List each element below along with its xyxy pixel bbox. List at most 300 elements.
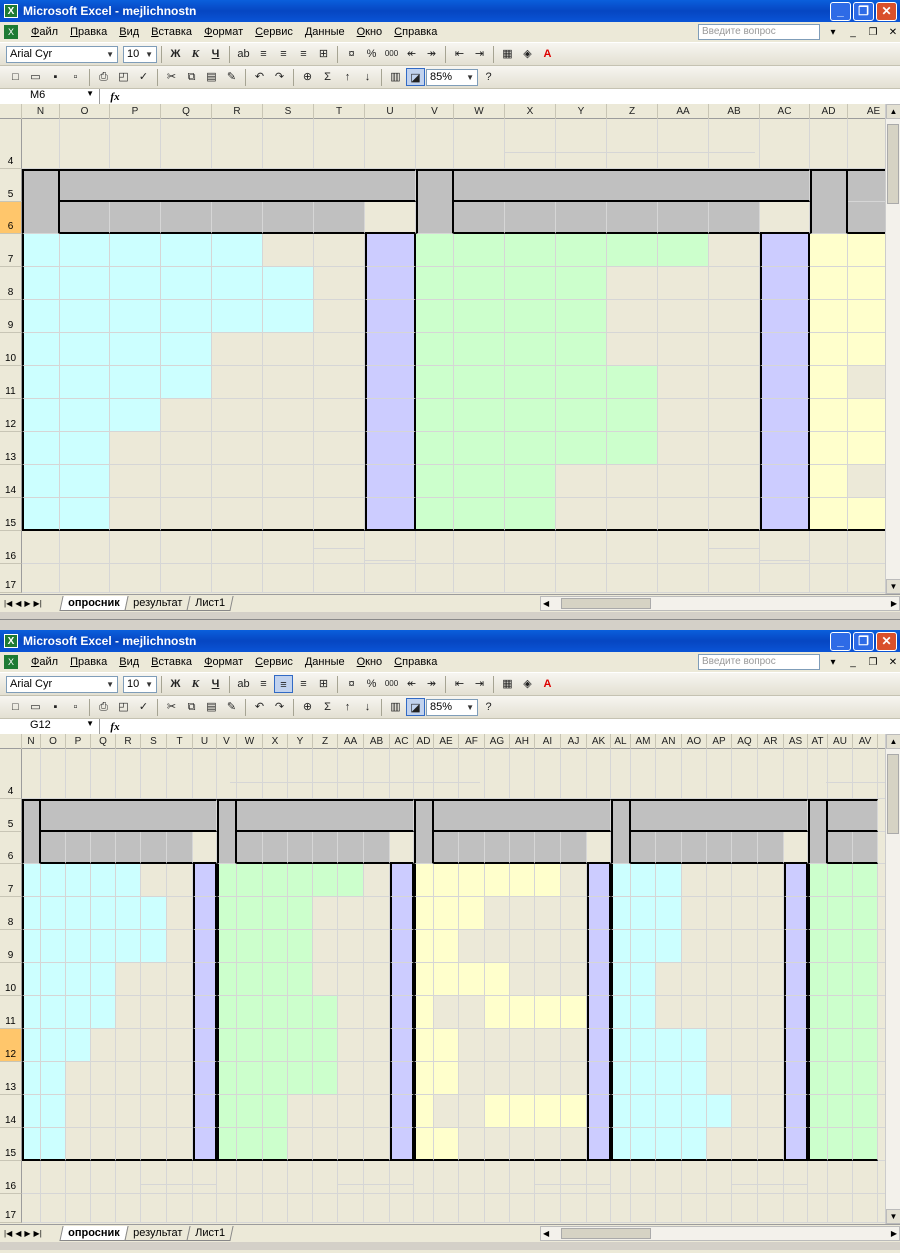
cell[interactable] <box>338 963 364 996</box>
align-right-icon[interactable]: ≡ <box>300 678 307 690</box>
row-number[interactable] <box>611 897 631 930</box>
cell[interactable] <box>364 897 390 930</box>
value-cell[interactable] <box>313 1029 338 1062</box>
value-cell[interactable] <box>66 930 91 963</box>
cell[interactable] <box>41 1161 66 1194</box>
value-cell[interactable] <box>434 864 459 897</box>
menu-window[interactable]: Окно <box>356 656 383 668</box>
menu-view[interactable]: Вид <box>119 26 140 38</box>
fill-color-icon[interactable]: ◈ <box>523 48 532 60</box>
cell[interactable] <box>658 498 709 531</box>
sub-header[interactable] <box>161 202 212 234</box>
cell[interactable] <box>758 963 784 996</box>
cell[interactable] <box>561 930 587 963</box>
value-cell[interactable] <box>853 1062 878 1095</box>
formula-cell[interactable] <box>556 267 607 300</box>
cell[interactable] <box>732 930 758 963</box>
column-header[interactable]: AQ <box>732 734 758 749</box>
row-number[interactable] <box>808 930 828 963</box>
row-number[interactable] <box>22 498 60 531</box>
value-cell[interactable] <box>459 897 485 930</box>
formula-cell[interactable] <box>505 366 556 399</box>
value-cell[interactable] <box>288 996 313 1029</box>
column-header[interactable]: N <box>22 104 60 119</box>
row-header[interactable]: 13 <box>0 1062 22 1095</box>
cell[interactable] <box>414 1194 434 1223</box>
restore-button[interactable]: ❐ <box>853 632 874 651</box>
cell[interactable] <box>338 1128 364 1161</box>
row-header[interactable]: 4 <box>0 119 22 169</box>
cell[interactable] <box>212 366 263 399</box>
value-cell[interactable] <box>91 897 116 930</box>
cell[interactable] <box>810 119 848 169</box>
tab-navigation[interactable]: |◀ ◀ ▶ ▶| <box>4 1228 42 1238</box>
column-header[interactable]: O <box>41 734 66 749</box>
format-painter-icon[interactable]: ✎ <box>226 701 237 713</box>
print-preview-icon[interactable]: ◰ <box>118 701 129 713</box>
value-cell[interactable] <box>41 1062 66 1095</box>
new-icon[interactable]: □ <box>12 71 19 83</box>
column-header[interactable]: U <box>365 104 416 119</box>
column-header[interactable]: AA <box>338 734 364 749</box>
row-header[interactable]: 17 <box>0 564 22 593</box>
formula-cell[interactable] <box>505 234 556 267</box>
result-formula-cell[interactable] <box>760 300 810 333</box>
menu-edit[interactable]: Правка <box>70 26 108 38</box>
cell[interactable] <box>161 531 212 564</box>
section-caption[interactable] <box>505 137 755 153</box>
save-icon[interactable]: ▪ <box>53 71 58 83</box>
fx-icon[interactable]: fx <box>110 91 120 103</box>
row-number[interactable] <box>414 864 434 897</box>
cell[interactable] <box>167 749 193 799</box>
formula-cell[interactable] <box>110 366 161 399</box>
cell[interactable] <box>709 432 760 465</box>
formula-cell[interactable] <box>60 399 110 432</box>
row-number[interactable] <box>416 300 454 333</box>
cell[interactable] <box>338 1095 364 1128</box>
cell[interactable] <box>510 1161 535 1194</box>
value-cell[interactable] <box>828 897 853 930</box>
result-cell[interactable] <box>587 1029 611 1062</box>
chart-wizard-icon[interactable]: ▥ <box>390 701 401 713</box>
formula-cell[interactable] <box>60 333 110 366</box>
cell[interactable] <box>141 1062 167 1095</box>
column-header[interactable]: S <box>263 104 314 119</box>
column-header[interactable]: X <box>505 104 556 119</box>
cell[interactable] <box>784 832 808 864</box>
result-formula-cell[interactable] <box>760 498 810 531</box>
cell[interactable] <box>288 1095 313 1128</box>
cell[interactable] <box>364 1062 390 1095</box>
formula-cell[interactable] <box>454 300 505 333</box>
cell[interactable] <box>758 1029 784 1062</box>
column-header[interactable]: AA <box>658 104 709 119</box>
cell[interactable] <box>556 531 607 564</box>
cell[interactable] <box>758 1194 784 1223</box>
cell[interactable] <box>561 897 587 930</box>
result-cell[interactable] <box>784 996 808 1029</box>
cell[interactable] <box>22 119 60 169</box>
column-header[interactable]: W <box>237 734 263 749</box>
value-cell[interactable] <box>510 864 535 897</box>
row-number[interactable] <box>416 498 454 531</box>
cell[interactable] <box>853 1161 878 1194</box>
cell[interactable] <box>607 564 658 593</box>
decrease-decimal-icon[interactable]: ↠ <box>426 678 437 690</box>
merge-center-icon[interactable]: ⊞ <box>318 48 329 60</box>
row-number[interactable] <box>808 897 828 930</box>
column-header[interactable]: Z <box>607 104 658 119</box>
cell[interactable] <box>459 996 485 1029</box>
value-cell[interactable] <box>66 996 91 1029</box>
increase-decimal-icon[interactable]: ↞ <box>406 678 417 690</box>
permission-icon[interactable]: ▫ <box>73 71 78 83</box>
row-number[interactable] <box>611 1062 631 1095</box>
minimize-button[interactable]: _ <box>830 2 851 21</box>
sub-header[interactable] <box>263 202 314 234</box>
column-header[interactable]: X <box>263 734 288 749</box>
cell[interactable] <box>263 366 314 399</box>
num-header[interactable] <box>808 799 828 864</box>
column-header[interactable]: AH <box>510 734 535 749</box>
sub-header[interactable] <box>434 832 459 864</box>
value-cell[interactable] <box>263 864 288 897</box>
value-cell[interactable] <box>853 996 878 1029</box>
result-formula-cell[interactable] <box>760 267 810 300</box>
cell[interactable] <box>732 897 758 930</box>
cell[interactable] <box>607 531 658 564</box>
cell[interactable] <box>732 1062 758 1095</box>
value-cell[interactable] <box>434 1029 459 1062</box>
row-number[interactable] <box>217 897 237 930</box>
cell[interactable] <box>338 996 364 1029</box>
value-cell[interactable] <box>631 930 656 963</box>
row-number[interactable] <box>22 963 41 996</box>
column-header[interactable]: V <box>416 104 454 119</box>
value-cell[interactable] <box>656 930 682 963</box>
cell[interactable] <box>760 202 810 234</box>
num-header[interactable] <box>217 799 237 864</box>
formula-cell[interactable] <box>556 366 607 399</box>
formula-cell[interactable] <box>454 333 505 366</box>
row-number[interactable] <box>611 930 631 963</box>
value-cell[interactable] <box>656 864 682 897</box>
value-cell[interactable] <box>561 996 587 1029</box>
chart-wizard-icon[interactable]: ▥ <box>390 71 401 83</box>
formula-input[interactable] <box>130 89 900 105</box>
value-cell[interactable] <box>828 996 853 1029</box>
cell[interactable] <box>167 963 193 996</box>
cell[interactable] <box>212 333 263 366</box>
cell[interactable] <box>682 749 707 799</box>
cell[interactable] <box>760 564 810 593</box>
doc-close-button[interactable]: ✕ <box>888 656 898 668</box>
value-cell[interactable] <box>828 1128 853 1161</box>
row-header[interactable]: 7 <box>0 864 22 897</box>
cell[interactable] <box>110 564 161 593</box>
cut-icon[interactable]: ✂ <box>166 701 177 713</box>
cell[interactable] <box>141 996 167 1029</box>
result-cell[interactable] <box>390 996 414 1029</box>
cell[interactable] <box>510 1194 535 1223</box>
formula-cell[interactable] <box>110 300 161 333</box>
value-cell[interactable] <box>237 1062 263 1095</box>
cell[interactable] <box>288 1161 313 1194</box>
cell[interactable] <box>758 996 784 1029</box>
result-cell[interactable] <box>193 1128 217 1161</box>
select-all-corner[interactable] <box>0 734 22 749</box>
row-number[interactable] <box>22 1062 41 1095</box>
row-number[interactable] <box>810 432 848 465</box>
menu-tools[interactable]: Сервис <box>255 26 293 38</box>
formula-cell[interactable] <box>110 267 161 300</box>
value-cell[interactable] <box>434 963 459 996</box>
sub-header[interactable] <box>314 202 365 234</box>
result-cell[interactable] <box>390 1062 414 1095</box>
column-header[interactable]: R <box>116 734 141 749</box>
cell[interactable] <box>510 930 535 963</box>
cell[interactable] <box>707 930 732 963</box>
result-cell[interactable] <box>587 1095 611 1128</box>
row-number[interactable] <box>414 1128 434 1161</box>
cell[interactable] <box>365 564 416 593</box>
sub-header[interactable] <box>556 202 607 234</box>
formula-cell[interactable] <box>110 333 161 366</box>
cell[interactable] <box>60 564 110 593</box>
result-cell[interactable] <box>784 1128 808 1161</box>
close-button[interactable]: ✕ <box>876 2 897 21</box>
value-cell[interactable] <box>338 864 364 897</box>
value-cell[interactable] <box>828 1062 853 1095</box>
cell[interactable] <box>732 1095 758 1128</box>
cell[interactable] <box>656 749 682 799</box>
percent-button[interactable]: % <box>366 678 377 690</box>
sub-header[interactable] <box>313 832 338 864</box>
value-cell[interactable] <box>853 1029 878 1062</box>
total-label[interactable] <box>732 1165 784 1185</box>
cell[interactable] <box>141 1095 167 1128</box>
value-cell[interactable] <box>66 864 91 897</box>
cell[interactable] <box>212 465 263 498</box>
redo-icon[interactable]: ↷ <box>274 701 285 713</box>
result-formula-cell[interactable] <box>365 333 416 366</box>
cell[interactable] <box>217 1161 237 1194</box>
formula-cell[interactable] <box>263 267 314 300</box>
cell[interactable] <box>314 119 365 169</box>
undo-icon[interactable]: ↶ <box>254 701 265 713</box>
formula-cell[interactable] <box>161 333 212 366</box>
cell[interactable] <box>587 832 611 864</box>
row-number[interactable] <box>416 465 454 498</box>
formula-cell[interactable] <box>60 267 110 300</box>
result-formula-cell[interactable] <box>760 465 810 498</box>
result-cell[interactable] <box>784 897 808 930</box>
num-header[interactable] <box>416 169 454 234</box>
merge-center-icon[interactable]: ⊞ <box>318 678 329 690</box>
menu-view[interactable]: Вид <box>119 656 140 668</box>
align-left-icon[interactable]: ≡ <box>260 678 267 690</box>
formula-cell[interactable] <box>60 234 110 267</box>
autosum-button[interactable]: Σ <box>324 71 331 83</box>
result-cell[interactable] <box>193 930 217 963</box>
cell[interactable] <box>485 1029 510 1062</box>
cell[interactable] <box>561 963 587 996</box>
title-bar[interactable] <box>0 0 900 22</box>
cell[interactable] <box>561 1029 587 1062</box>
result-cell[interactable] <box>587 930 611 963</box>
cell[interactable] <box>22 1161 41 1194</box>
cell[interactable] <box>314 399 365 432</box>
cell[interactable] <box>110 498 161 531</box>
cell[interactable] <box>338 1029 364 1062</box>
value-cell[interactable] <box>263 897 288 930</box>
column-header[interactable]: AB <box>364 734 390 749</box>
cell[interactable] <box>682 864 707 897</box>
result-cell[interactable] <box>784 1029 808 1062</box>
column-header[interactable]: P <box>66 734 91 749</box>
value-cell[interactable] <box>656 897 682 930</box>
cell[interactable] <box>682 1161 707 1194</box>
formula-cell[interactable] <box>110 399 161 432</box>
column-header[interactable]: AO <box>682 734 707 749</box>
value-cell[interactable] <box>434 897 459 930</box>
num-header[interactable] <box>810 169 848 234</box>
cell[interactable] <box>338 1062 364 1095</box>
row-number[interactable] <box>22 465 60 498</box>
result-cell[interactable] <box>390 864 414 897</box>
cell[interactable] <box>561 864 587 897</box>
cell[interactable] <box>263 234 314 267</box>
cell[interactable] <box>141 1128 167 1161</box>
total-label[interactable] <box>314 531 365 549</box>
tab-result[interactable]: результат <box>124 596 190 611</box>
cell[interactable] <box>212 531 263 564</box>
cell[interactable] <box>707 1194 732 1223</box>
percent-button[interactable]: % <box>366 48 377 60</box>
cell[interactable] <box>556 498 607 531</box>
column-header[interactable]: AP <box>707 734 732 749</box>
tab-questionnaire[interactable]: опросник <box>59 1226 128 1241</box>
formula-cell[interactable] <box>212 300 263 333</box>
formula-cell[interactable] <box>454 234 505 267</box>
value-cell[interactable] <box>66 897 91 930</box>
result-formula-cell[interactable] <box>365 366 416 399</box>
vertical-scrollbar[interactable] <box>885 104 900 594</box>
total-label[interactable] <box>338 1165 390 1185</box>
result-formula-cell[interactable] <box>365 300 416 333</box>
result-cell[interactable] <box>193 1029 217 1062</box>
value-cell[interactable] <box>237 1095 263 1128</box>
cell[interactable] <box>193 749 217 799</box>
underline-button[interactable]: Ч <box>211 48 220 60</box>
total-label[interactable] <box>141 1165 193 1185</box>
restore-button[interactable]: ❐ <box>853 2 874 21</box>
cell[interactable] <box>338 897 364 930</box>
cell[interactable] <box>758 1062 784 1095</box>
value-cell[interactable] <box>631 1029 656 1062</box>
cell[interactable] <box>631 1161 656 1194</box>
cell[interactable] <box>485 1128 510 1161</box>
num-header[interactable] <box>414 799 434 864</box>
result-formula-cell[interactable] <box>365 432 416 465</box>
formula-cell[interactable] <box>505 399 556 432</box>
cell[interactable] <box>141 963 167 996</box>
name-box[interactable]: M6 ▼ <box>0 89 100 105</box>
tab-sheet1[interactable]: Лист1 <box>186 596 233 611</box>
block-title[interactable] <box>828 799 878 832</box>
cell[interactable] <box>338 930 364 963</box>
formula-cell[interactable] <box>60 498 110 531</box>
num-header[interactable] <box>611 799 631 864</box>
column-header[interactable]: T <box>314 104 365 119</box>
row-number[interactable] <box>808 864 828 897</box>
doc-restore-button[interactable]: ❐ <box>868 26 878 38</box>
cell[interactable] <box>808 749 828 799</box>
cell[interactable] <box>66 749 91 799</box>
cell[interactable] <box>116 749 141 799</box>
borders-icon[interactable]: ▦ <box>502 48 513 60</box>
open-icon[interactable]: ▭ <box>30 71 41 83</box>
bold-button[interactable]: Ж <box>170 48 181 60</box>
cell[interactable] <box>314 300 365 333</box>
menu-insert[interactable]: Вставка <box>151 656 193 668</box>
column-header[interactable]: Z <box>313 734 338 749</box>
cell[interactable] <box>364 996 390 1029</box>
value-cell[interactable] <box>631 1095 656 1128</box>
value-cell[interactable] <box>263 1095 288 1128</box>
column-header[interactable]: Y <box>288 734 313 749</box>
cell[interactable] <box>263 1161 288 1194</box>
cell[interactable] <box>459 1128 485 1161</box>
sub-header[interactable] <box>485 832 510 864</box>
value-cell[interactable] <box>313 996 338 1029</box>
total-value[interactable] <box>587 1165 611 1185</box>
row-number[interactable] <box>414 897 434 930</box>
cell[interactable] <box>193 832 217 864</box>
value-cell[interactable] <box>263 1062 288 1095</box>
value-cell[interactable] <box>116 897 141 930</box>
cell[interactable] <box>709 234 760 267</box>
row-header[interactable]: 8 <box>0 897 22 930</box>
cut-icon[interactable]: ✂ <box>166 71 177 83</box>
menu-data[interactable]: Данные <box>304 656 345 668</box>
cell[interactable] <box>314 465 365 498</box>
cell[interactable] <box>161 498 212 531</box>
sub-header[interactable] <box>454 202 505 234</box>
sub-header[interactable] <box>707 832 732 864</box>
value-cell[interactable] <box>91 996 116 1029</box>
value-cell[interactable] <box>656 1029 682 1062</box>
sub-header[interactable] <box>510 832 535 864</box>
column-header[interactable]: N <box>22 734 41 749</box>
result-cell[interactable] <box>390 930 414 963</box>
fill-color-icon[interactable]: ◈ <box>523 678 532 690</box>
cell[interactable] <box>784 749 808 799</box>
sub-header[interactable] <box>658 202 709 234</box>
cell[interactable] <box>66 1062 91 1095</box>
row-number[interactable] <box>217 1095 237 1128</box>
column-header[interactable]: AT <box>808 734 828 749</box>
cell[interactable] <box>263 432 314 465</box>
block-title[interactable] <box>237 799 414 832</box>
result-cell[interactable] <box>784 864 808 897</box>
cell[interactable] <box>313 930 338 963</box>
cell[interactable] <box>556 564 607 593</box>
sort-asc-icon[interactable]: ↑ <box>344 701 351 713</box>
cell[interactable] <box>607 267 658 300</box>
cell[interactable] <box>263 333 314 366</box>
